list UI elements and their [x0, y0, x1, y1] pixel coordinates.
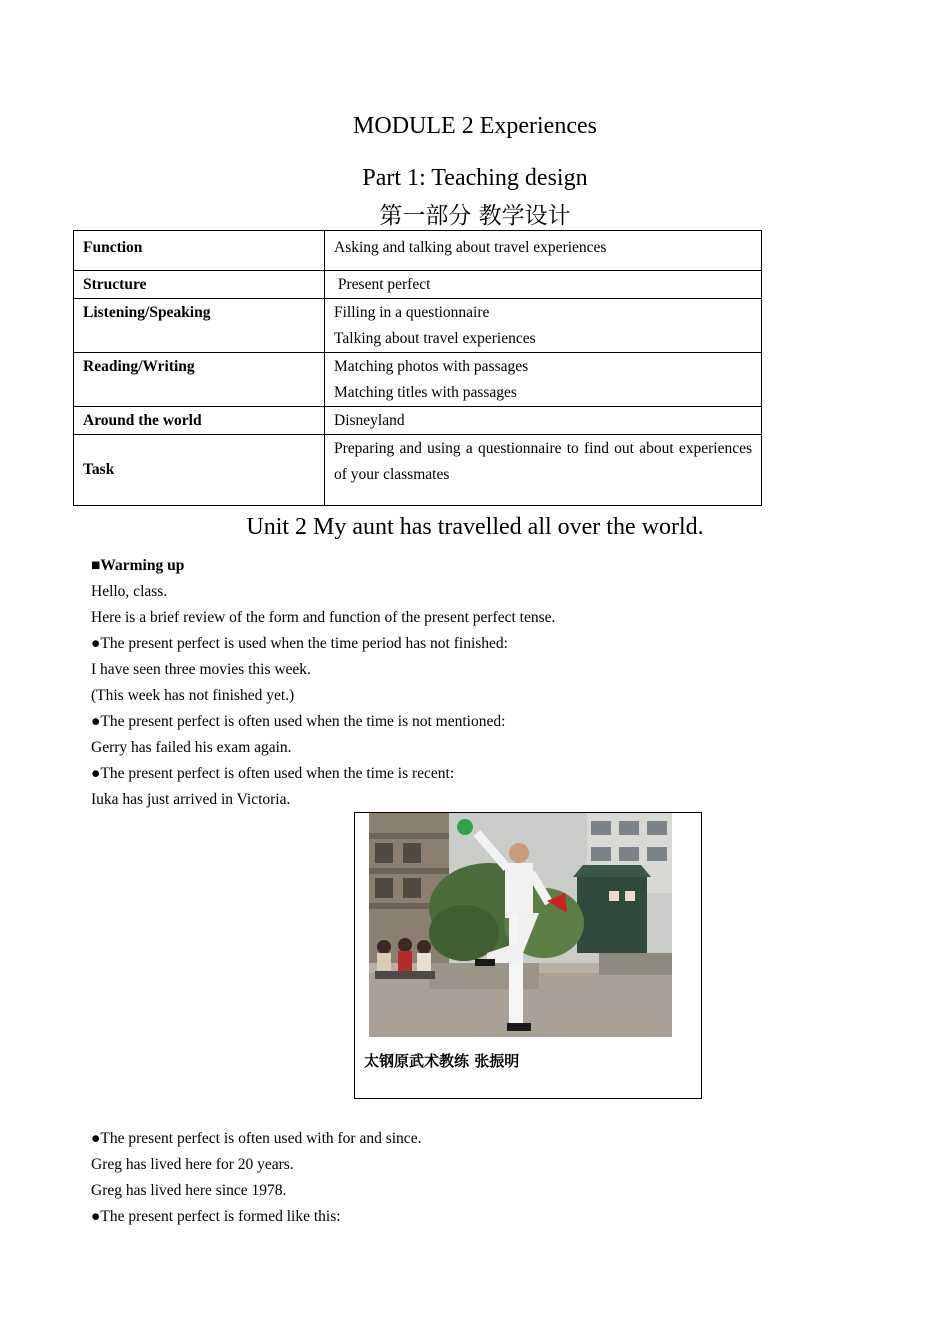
body-line: Gerry has failed his exam again.: [91, 739, 292, 756]
row-value-line: Talking about travel experiences: [334, 330, 536, 347]
row-value: [325, 231, 762, 271]
body-line: ●The present perfect is formed like this:: [91, 1208, 341, 1225]
warming-up-section: [91, 553, 555, 813]
body-line: Hello, class.: [91, 583, 168, 600]
row-key: Around the world: [74, 407, 325, 435]
body-line: ●The present perfect is often used when the time is recent:: [91, 765, 455, 782]
teaching-design-table: [73, 230, 762, 506]
row-value-line: Matching titles with passages: [334, 384, 517, 401]
row-key: Function: [74, 231, 325, 271]
row-value: [325, 271, 762, 299]
row-value-line: Asking and talking about travel experiences: [334, 239, 607, 256]
row-value: [325, 407, 762, 435]
table-row-reading-writing: [74, 353, 762, 407]
continued-section: [91, 1126, 421, 1230]
body-line: Here is a brief review of the form and function of the present perfect tense.: [91, 609, 556, 626]
martial-arts-photo: [369, 813, 672, 1037]
body-line: ●The present perfect is often used when the time is not mentioned:: [91, 713, 506, 730]
row-value-line: Preparing and using a questionnaire to find out about experiences of your classmates: [334, 440, 752, 483]
body-line: I have seen three movies this week.: [91, 661, 311, 678]
row-key: Task: [74, 435, 325, 506]
row-value: [325, 435, 762, 506]
part-title-chinese: 第一部分 教学设计: [379, 203, 571, 229]
row-value-line: Matching photos with passages: [334, 358, 529, 375]
unit-title: Unit 2 My aunt has travelled all over the world.: [246, 514, 704, 540]
row-key: Reading/Writing: [74, 353, 325, 407]
row-value: [325, 299, 762, 353]
part-title: Part 1: Teaching design: [362, 165, 588, 191]
section-heading: ■Warming up: [91, 557, 185, 574]
row-value-line: Disneyland: [334, 412, 405, 429]
body-line: (This week has not finished yet.): [91, 687, 295, 704]
body-line: Greg has lived here for 20 years.: [91, 1156, 294, 1173]
table-row-structure: [74, 271, 762, 299]
photo-frame: [354, 812, 702, 1099]
row-key: Listening/Speaking: [74, 299, 325, 353]
module-title: MODULE 2 Experiences: [353, 113, 597, 139]
photo-caption: 太钢原武术教练 张振明: [364, 1052, 520, 1070]
table-row-function: [74, 231, 762, 271]
row-value-line: Filling in a questionnaire: [334, 304, 490, 321]
table-row-task: [74, 435, 762, 506]
row-key: Structure: [74, 271, 325, 299]
body-line: ●The present perfect is used when the time period has not finished:: [91, 635, 508, 652]
table-row-listening-speaking: [74, 299, 762, 353]
body-line: ●The present perfect is often used with for and since.: [91, 1130, 422, 1147]
row-value: [325, 353, 762, 407]
row-value-line: Present perfect: [334, 276, 431, 293]
body-line: Greg has lived here since 1978.: [91, 1182, 287, 1199]
table-row-around-the-world: [74, 407, 762, 435]
body-line: Iuka has just arrived in Victoria.: [91, 791, 291, 808]
